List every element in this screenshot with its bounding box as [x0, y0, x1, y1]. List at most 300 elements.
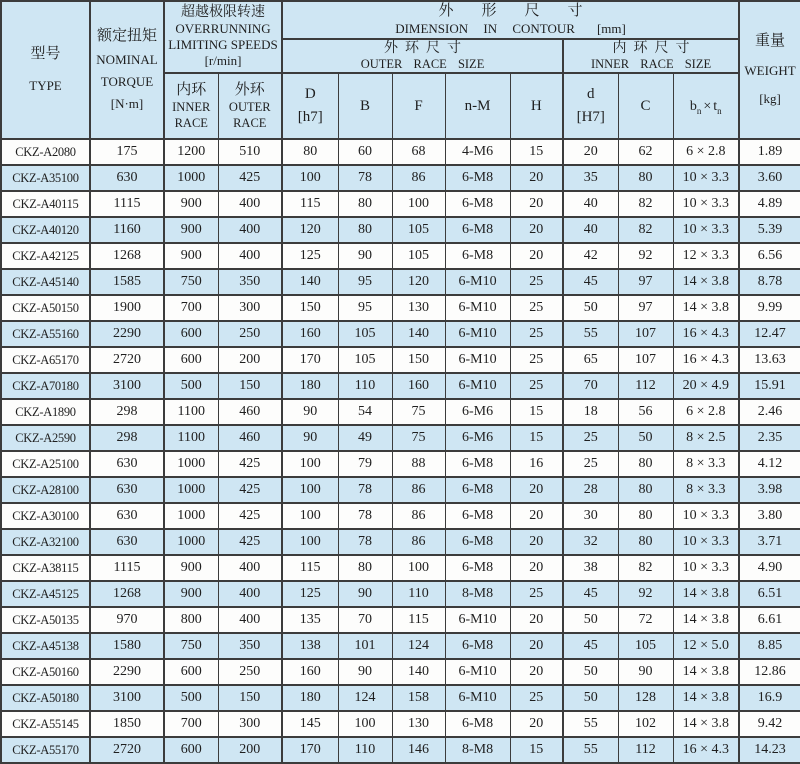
cell-torque: 3100: [90, 685, 164, 711]
header-col-D-tolerance: [h7]: [297, 109, 323, 125]
cell-B: 105: [338, 321, 392, 347]
cell-B: 105: [338, 347, 392, 373]
header-inner-race-size-en: INNER RACE SIZE: [590, 56, 712, 71]
cell-speed_inner: 900: [164, 581, 218, 607]
cell-b_t: 14 × 3.8: [673, 581, 739, 607]
table-row: [1, 685, 800, 711]
cell-speed_inner: 700: [164, 295, 218, 321]
cell-speed_inner: 700: [164, 711, 218, 737]
cell-torque: 3100: [90, 373, 164, 399]
cell-speed_outer: 425: [218, 477, 282, 503]
cell-B: 80: [338, 555, 392, 581]
table-row: [1, 269, 800, 295]
cell-H: 20: [510, 711, 563, 737]
cell-H: 25: [510, 321, 563, 347]
cell-H: 20: [510, 165, 563, 191]
cell-speed_inner: 600: [164, 659, 218, 685]
cell-speed_inner: 900: [164, 217, 218, 243]
header-dimension-zh: 外形尺寸: [438, 2, 611, 19]
cell-b_t: 8 × 2.5: [673, 425, 739, 451]
cell-C: 82: [618, 191, 673, 217]
cell-n_M: 6-M8: [445, 165, 510, 191]
cell-type: CKZ-A45138: [1, 633, 90, 659]
cell-H: 15: [510, 425, 563, 451]
cell-speed_outer: 400: [218, 217, 282, 243]
cell-speed_inner: 500: [164, 685, 218, 711]
cell-D: 170: [282, 347, 338, 373]
header-col-d-tolerance: [H7]: [576, 109, 605, 125]
cell-type: CKZ-A55160: [1, 321, 90, 347]
cell-d: 32: [563, 529, 618, 555]
cell-speed_outer: 425: [218, 529, 282, 555]
cell-torque: 175: [90, 139, 164, 165]
cell-B: 80: [338, 191, 392, 217]
cell-d: 50: [563, 659, 618, 685]
cell-torque: 2720: [90, 347, 164, 373]
cell-weight: 3.98: [739, 477, 800, 503]
cell-type: CKZ-A50180: [1, 685, 90, 711]
cell-d: 45: [563, 581, 618, 607]
cell-C: 56: [618, 399, 673, 425]
cell-d: 70: [563, 373, 618, 399]
cell-H: 20: [510, 477, 563, 503]
table-row: [1, 633, 800, 659]
cell-torque: 1580: [90, 633, 164, 659]
cell-n_M: 6-M8: [445, 503, 510, 529]
cell-d: 45: [563, 269, 618, 295]
cell-type: CKZ-A45125: [1, 581, 90, 607]
header-overrunning-speeds: [164, 1, 282, 73]
cell-weight: 4.89: [739, 191, 800, 217]
table-row: [1, 555, 800, 581]
cell-D: 90: [282, 399, 338, 425]
cell-B: 90: [338, 659, 392, 685]
cell-type: CKZ-A50150: [1, 295, 90, 321]
cell-C: 80: [618, 503, 673, 529]
cell-speed_inner: 1000: [164, 503, 218, 529]
cell-b_t: 8 × 3.3: [673, 477, 739, 503]
cell-D: 180: [282, 685, 338, 711]
cell-b_t: 8 × 3.3: [673, 451, 739, 477]
cell-C: 105: [618, 633, 673, 659]
cell-d: 50: [563, 607, 618, 633]
table-body: [1, 139, 800, 763]
cell-speed_inner: 1100: [164, 425, 218, 451]
cell-n_M: 6-M8: [445, 243, 510, 269]
cell-B: 78: [338, 503, 392, 529]
cell-H: 25: [510, 581, 563, 607]
cell-d: 42: [563, 243, 618, 269]
cell-H: 20: [510, 659, 563, 685]
cell-n_M: 6-M10: [445, 607, 510, 633]
cell-D: 115: [282, 555, 338, 581]
table-row: [1, 451, 800, 477]
cell-n_M: 8-M8: [445, 581, 510, 607]
cell-speed_inner: 1000: [164, 165, 218, 191]
cell-n_M: 6-M8: [445, 711, 510, 737]
cell-torque: 630: [90, 503, 164, 529]
cell-d: 40: [563, 217, 618, 243]
cell-type: CKZ-A42125: [1, 243, 90, 269]
header-speeds-en2: LIMITING SPEEDS: [168, 37, 278, 53]
cell-b_t: 10 × 3.3: [673, 191, 739, 217]
cell-H: 20: [510, 555, 563, 581]
table-row: [1, 165, 800, 191]
cell-F: 120: [392, 269, 445, 295]
cell-torque: 1585: [90, 269, 164, 295]
cell-speed_outer: 460: [218, 425, 282, 451]
cell-speed_inner: 900: [164, 555, 218, 581]
header-speeds-inner-en1: INNER: [172, 100, 211, 115]
cell-C: 62: [618, 139, 673, 165]
cell-n_M: 8-M8: [445, 737, 510, 763]
cell-b_t: 16 × 4.3: [673, 347, 739, 373]
cell-weight: 14.23: [739, 737, 800, 763]
table-row: [1, 217, 800, 243]
cell-B: 110: [338, 737, 392, 763]
cell-b_t: 10 × 3.3: [673, 503, 739, 529]
cell-H: 20: [510, 243, 563, 269]
cell-d: 20: [563, 139, 618, 165]
cell-n_M: 6-M10: [445, 321, 510, 347]
cell-b_t: 10 × 3.3: [673, 217, 739, 243]
cell-torque: 630: [90, 477, 164, 503]
cell-B: 78: [338, 477, 392, 503]
header-type: [1, 1, 90, 139]
header-col-F: F: [392, 73, 445, 139]
cell-b_t: 6 × 2.8: [673, 399, 739, 425]
cell-b_t: 14 × 3.8: [673, 659, 739, 685]
cell-D: 100: [282, 503, 338, 529]
cell-n_M: 6-M8: [445, 477, 510, 503]
cell-torque: 2720: [90, 737, 164, 763]
cell-weight: 3.80: [739, 503, 800, 529]
header-dimension-contour: [282, 1, 739, 39]
cell-C: 92: [618, 581, 673, 607]
cell-type: CKZ-A2080: [1, 139, 90, 165]
cell-C: 72: [618, 607, 673, 633]
cell-C: 107: [618, 321, 673, 347]
cell-torque: 2290: [90, 659, 164, 685]
cell-speed_inner: 600: [164, 737, 218, 763]
cell-speed_outer: 250: [218, 321, 282, 347]
cell-H: 25: [510, 373, 563, 399]
cell-d: 38: [563, 555, 618, 581]
cell-D: 115: [282, 191, 338, 217]
cell-F: 160: [392, 373, 445, 399]
cell-type: CKZ-A50160: [1, 659, 90, 685]
cell-H: 20: [510, 191, 563, 217]
cell-D: 160: [282, 321, 338, 347]
cell-D: 125: [282, 581, 338, 607]
bt-b: b: [689, 98, 697, 114]
header-col-H: H: [510, 73, 563, 139]
header-speeds-zh: 超越极限转速: [181, 5, 265, 21]
cell-F: 75: [392, 425, 445, 451]
table-row: [1, 321, 800, 347]
cell-d: 30: [563, 503, 618, 529]
cell-H: 20: [510, 503, 563, 529]
cell-speed_inner: 750: [164, 269, 218, 295]
cell-H: 20: [510, 607, 563, 633]
cell-n_M: 6-M8: [445, 555, 510, 581]
header-outer-race-size-zh: 外环尺寸: [384, 40, 469, 56]
cell-torque: 630: [90, 529, 164, 555]
cell-D: 180: [282, 373, 338, 399]
cell-D: 150: [282, 295, 338, 321]
cell-H: 25: [510, 269, 563, 295]
header-inner-race-size-zh: 内环尺寸: [612, 40, 697, 56]
table-row: [1, 581, 800, 607]
cell-F: 68: [392, 139, 445, 165]
header-speeds-unit: [r/min]: [204, 53, 242, 69]
cell-weight: 3.71: [739, 529, 800, 555]
cell-speed_inner: 600: [164, 321, 218, 347]
header-weight-en: WEIGHT: [744, 62, 796, 78]
cell-weight: 1.89: [739, 139, 800, 165]
cell-b_t: 12 × 5.0: [673, 633, 739, 659]
cell-speed_inner: 800: [164, 607, 218, 633]
cell-speed_outer: 300: [218, 711, 282, 737]
cell-F: 110: [392, 581, 445, 607]
cell-d: 55: [563, 321, 618, 347]
cell-weight: 2.46: [739, 399, 800, 425]
cell-b_t: 16 × 4.3: [673, 737, 739, 763]
cell-type: CKZ-A40120: [1, 217, 90, 243]
header-speeds-en1: OVERRUNNING: [175, 21, 271, 37]
cell-type: CKZ-A35100: [1, 165, 90, 191]
cell-n_M: 6-M8: [445, 633, 510, 659]
cell-type: CKZ-A70180: [1, 373, 90, 399]
cell-speed_inner: 500: [164, 373, 218, 399]
cell-type: CKZ-A32100: [1, 529, 90, 555]
cell-speed_inner: 1200: [164, 139, 218, 165]
header-type-zh: 型号: [30, 45, 61, 62]
cell-d: 55: [563, 737, 618, 763]
header-outer-race-size: [282, 39, 563, 73]
cell-F: 140: [392, 321, 445, 347]
cell-speed_inner: 900: [164, 191, 218, 217]
cell-C: 97: [618, 295, 673, 321]
cell-B: 70: [338, 607, 392, 633]
cell-F: 100: [392, 191, 445, 217]
cell-C: 92: [618, 243, 673, 269]
bt-t: t: [713, 98, 718, 114]
cell-b_t: 10 × 3.3: [673, 529, 739, 555]
header-torque-unit: [N·m]: [110, 95, 144, 111]
cell-torque: 1268: [90, 581, 164, 607]
bt-sub1: n: [696, 105, 702, 116]
cell-speed_outer: 350: [218, 269, 282, 295]
cell-n_M: 4-M6: [445, 139, 510, 165]
header-weight-zh: 重量: [755, 33, 786, 50]
cell-B: 78: [338, 165, 392, 191]
cell-speed_outer: 400: [218, 555, 282, 581]
cell-F: 75: [392, 399, 445, 425]
cell-n_M: 6-M6: [445, 399, 510, 425]
cell-speed_inner: 750: [164, 633, 218, 659]
cell-D: 100: [282, 477, 338, 503]
cell-F: 88: [392, 451, 445, 477]
cell-b_t: 14 × 3.8: [673, 711, 739, 737]
header-col-n-M: n-M: [445, 73, 510, 139]
cell-D: 125: [282, 243, 338, 269]
cell-B: 95: [338, 295, 392, 321]
cell-b_t: 20 × 4.9: [673, 373, 739, 399]
cell-D: 100: [282, 529, 338, 555]
table-row: [1, 191, 800, 217]
cell-weight: 9.99: [739, 295, 800, 321]
table-row: [1, 243, 800, 269]
cell-type: CKZ-A1890: [1, 399, 90, 425]
table-row: [1, 659, 800, 685]
header-col-bn-tn: [673, 73, 739, 139]
cell-C: 80: [618, 529, 673, 555]
cell-type: CKZ-A55170: [1, 737, 90, 763]
cell-F: 86: [392, 503, 445, 529]
cell-B: 90: [338, 581, 392, 607]
header-nominal-torque: [90, 1, 164, 139]
cell-B: 60: [338, 139, 392, 165]
cell-speed_inner: 1000: [164, 529, 218, 555]
cell-d: 28: [563, 477, 618, 503]
cell-H: 25: [510, 685, 563, 711]
cell-weight: 13.63: [739, 347, 800, 373]
table-row: [1, 477, 800, 503]
cell-F: 105: [392, 243, 445, 269]
cell-torque: 298: [90, 399, 164, 425]
cell-speed_outer: 150: [218, 685, 282, 711]
cell-n_M: 6-M10: [445, 295, 510, 321]
cell-n_M: 6-M8: [445, 191, 510, 217]
cell-weight: 8.85: [739, 633, 800, 659]
table-row: [1, 425, 800, 451]
cell-speed_outer: 425: [218, 451, 282, 477]
cell-H: 16: [510, 451, 563, 477]
cell-H: 15: [510, 139, 563, 165]
cell-C: 80: [618, 477, 673, 503]
table-header: [1, 1, 800, 139]
table-row: [1, 373, 800, 399]
cell-F: 86: [392, 477, 445, 503]
header-weight-unit: [kg]: [759, 90, 781, 106]
cell-speed_outer: 400: [218, 191, 282, 217]
cell-B: 90: [338, 243, 392, 269]
cell-d: 55: [563, 711, 618, 737]
cell-speed_outer: 510: [218, 139, 282, 165]
cell-F: 158: [392, 685, 445, 711]
table-row: [1, 607, 800, 633]
cell-F: 146: [392, 737, 445, 763]
cell-B: 110: [338, 373, 392, 399]
cell-C: 97: [618, 269, 673, 295]
header-col-D: [282, 73, 338, 139]
cell-F: 100: [392, 555, 445, 581]
cell-weight: 4.12: [739, 451, 800, 477]
cell-H: 15: [510, 737, 563, 763]
bt-sub2: n: [717, 105, 722, 116]
cell-type: CKZ-A55145: [1, 711, 90, 737]
cell-torque: 1160: [90, 217, 164, 243]
cell-H: 20: [510, 217, 563, 243]
cell-C: 82: [618, 555, 673, 581]
cell-B: 49: [338, 425, 392, 451]
cell-type: CKZ-A65170: [1, 347, 90, 373]
cell-n_M: 6-M10: [445, 685, 510, 711]
cell-F: 86: [392, 165, 445, 191]
cell-B: 54: [338, 399, 392, 425]
header-outer-race-size-en: OUTER RACE SIZE: [360, 56, 485, 71]
cell-F: 105: [392, 217, 445, 243]
header-torque-zh: 额定扭矩: [96, 28, 157, 45]
cell-torque: 1115: [90, 191, 164, 217]
cell-speed_outer: 200: [218, 737, 282, 763]
cell-H: 20: [510, 529, 563, 555]
cell-D: 145: [282, 711, 338, 737]
cell-n_M: 6-M6: [445, 425, 510, 451]
cell-b_t: 14 × 3.8: [673, 269, 739, 295]
cell-C: 80: [618, 451, 673, 477]
cell-C: 102: [618, 711, 673, 737]
cell-speed_outer: 150: [218, 373, 282, 399]
cell-C: 107: [618, 347, 673, 373]
cell-torque: 630: [90, 165, 164, 191]
cell-n_M: 6-M10: [445, 347, 510, 373]
cell-speed_outer: 425: [218, 503, 282, 529]
cell-B: 79: [338, 451, 392, 477]
cell-torque: 970: [90, 607, 164, 633]
cell-d: 50: [563, 685, 618, 711]
cell-C: 90: [618, 659, 673, 685]
cell-n_M: 6-M10: [445, 373, 510, 399]
cell-C: 112: [618, 737, 673, 763]
cell-speed_outer: 400: [218, 607, 282, 633]
cell-d: 40: [563, 191, 618, 217]
cell-F: 115: [392, 607, 445, 633]
cell-d: 18: [563, 399, 618, 425]
cell-n_M: 6-M10: [445, 269, 510, 295]
header-torque-en1: NOMINAL: [96, 51, 158, 67]
cell-B: 80: [338, 217, 392, 243]
cell-d: 50: [563, 295, 618, 321]
cell-D: 100: [282, 451, 338, 477]
header-type-en: TYPE: [29, 78, 62, 94]
cell-n_M: 6-M8: [445, 529, 510, 555]
header-speeds-outer-en1: OUTER: [228, 100, 271, 115]
cell-torque: 298: [90, 425, 164, 451]
cell-B: 100: [338, 711, 392, 737]
cell-b_t: 10 × 3.3: [673, 555, 739, 581]
cell-F: 124: [392, 633, 445, 659]
cell-H: 15: [510, 399, 563, 425]
cell-F: 86: [392, 529, 445, 555]
cell-torque: 1900: [90, 295, 164, 321]
header-inner-race-size: [563, 39, 739, 73]
header-speeds-inner-race: [164, 73, 218, 139]
cell-weight: 15.91: [739, 373, 800, 399]
header-torque-en2: TORQUE: [100, 73, 154, 89]
cell-n_M: 6-M10: [445, 659, 510, 685]
cell-weight: 3.60: [739, 165, 800, 191]
cell-n_M: 6-M8: [445, 451, 510, 477]
cell-C: 80: [618, 165, 673, 191]
table-row: [1, 295, 800, 321]
cell-n_M: 6-M8: [445, 217, 510, 243]
cell-d: 35: [563, 165, 618, 191]
cell-speed_outer: 400: [218, 581, 282, 607]
cell-B: 124: [338, 685, 392, 711]
cell-speed_outer: 200: [218, 347, 282, 373]
